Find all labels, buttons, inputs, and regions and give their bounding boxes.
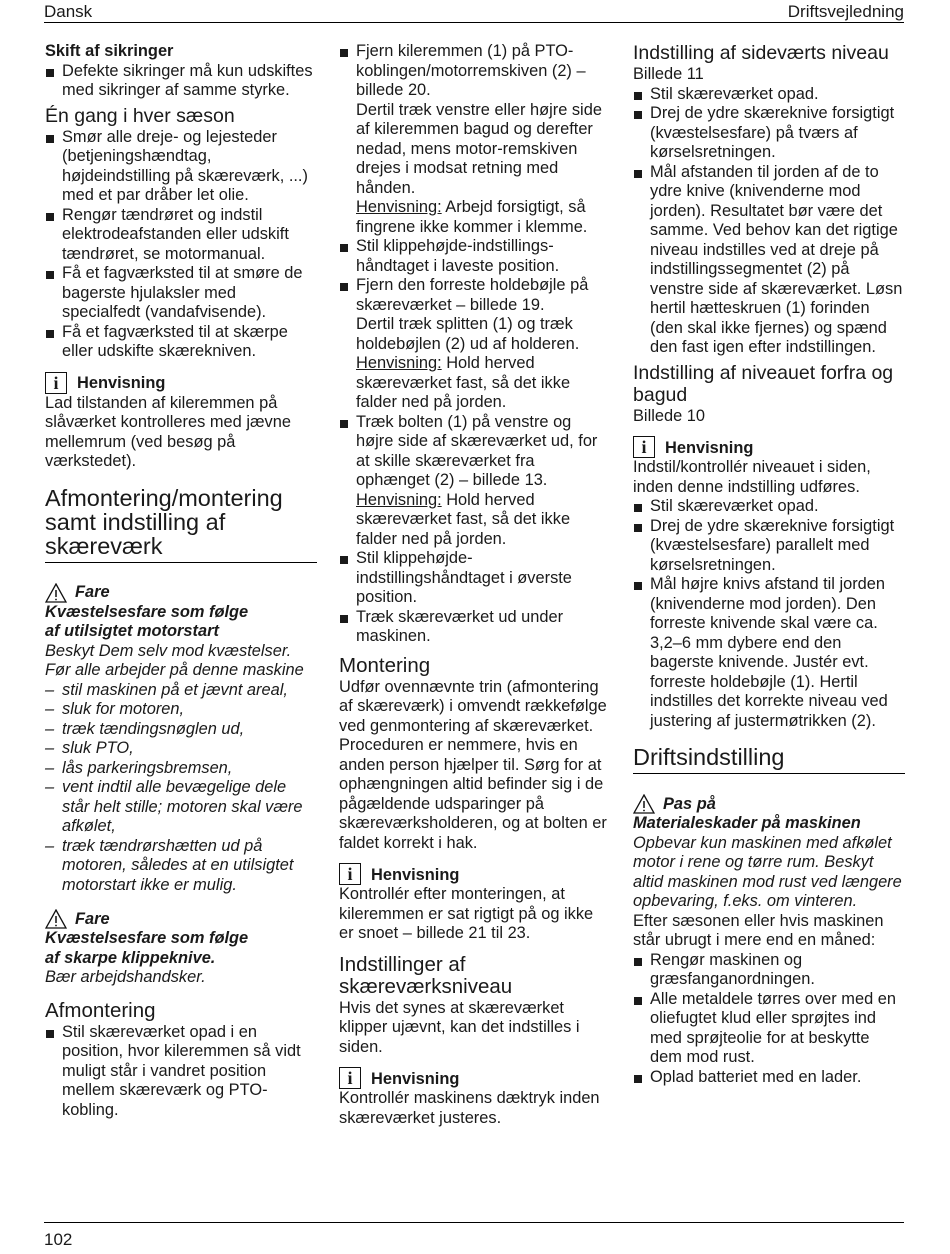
list-item: Smør alle dreje- og lejesteder (betjeningshændtag, højdeindstilling på skæreværk, ...) med et par dråber let olie. [45,128,317,206]
season-heading: Én gang i hver sæson [45,104,235,127]
header-doc-title: Driftsvejledning [787,2,904,21]
warning-label: Fare [75,583,110,601]
note-label: Henvisning [371,865,460,884]
caution-title: Materialeskader på maskinen [633,814,861,832]
footer-rule [44,1222,904,1223]
dismount-heading: Afmontering [45,998,156,1022]
bullet-icon [340,556,348,564]
list-item: – træk tændrørshætten ud på motoren, således at en utilsigtet motorstart ikke er mulig. [45,836,294,894]
list-item: Fjern kileremmen (1) på PTO-koblingen/motorremskiven (2) – billede 20. Dertil træk venstre eller højre side af kileremmen bagud og derefter nedad, mens motor-remskiven drejes i modsat retning med hånden. Henvisning: Arbejd forsigtigt, så fingrene ikke kommer i klemme. [339,42,611,237]
header-language: Dansk [44,2,93,21]
front-level-heading: Indstilling af niveauet forfra og bagud [633,361,894,406]
list-item: – stil maskinen på et jævnt areal, [45,680,288,699]
info-icon: i [633,436,655,458]
column-1 [45,42,317,1120]
mount-heading: Montering [339,653,431,677]
fuses-list [45,62,317,101]
section-heading: Afmontering/montering samt indstilling af skæreværk [45,486,317,563]
note-box [339,863,611,944]
warning-list [45,681,317,896]
warning-triangle-icon [45,583,67,603]
column-2 [339,42,611,1128]
bullet-icon [634,170,642,178]
warning-title: af utilsigtet motorstart [45,622,219,640]
warning-title: Kvæstelsesfare som følge [45,602,249,621]
list-item: Få et fagværksted til at smøre de bagerste hjulaksler med specialfedt (vandafvisende). [45,264,317,323]
mount-text: Udfør ovennævnte trin (afmontering af skæreværk) i omvendt rækkefølge ved genmontering af skæreværket. Proceduren er nemmere, hvis en anden person hjælper til. Sørg for at ophængningen altid befinder sig i de pågældende udsparinger på skæreværksholderen, og at bolten er faldet korrekt i hak. [339,677,607,852]
figure-reference: Billede 11 [633,65,704,83]
bullet-icon [634,504,642,512]
note-inline-label: Henvisning: [356,490,442,509]
bullet-icon [46,213,54,221]
bullet-icon [340,420,348,428]
list-item: Oplad batteriet med en lader. [633,1068,905,1088]
warning-label: Fare [75,909,110,928]
warning-box [45,583,317,896]
season-list [45,128,317,362]
bullet-icon [634,582,642,590]
operation-list [633,951,905,1088]
warning-triangle-icon [633,794,655,814]
list-item: Stil klippehøjde-indstillings-håndtaget i laveste position. [339,237,611,276]
operation-text: Efter sæsonen eller hvis maskinen står ubrugt i mere end en måned: [633,911,884,949]
warning-box [45,909,317,988]
bullet-icon [340,283,348,291]
settings-heading: Indstillinger af skæreværksniveau [339,952,513,998]
list-item: Rengør tændrøret og indstil elektrodeafstanden eller udskift tændrøret, se motormanual. [45,206,317,265]
warning-text: Bær arbejdshandsker. [45,968,206,986]
figure-reference: Billede 10 [633,406,705,425]
note-box [45,372,317,472]
bullet-icon [340,244,348,252]
list-item: – lås parkeringsbremsen, [45,758,233,777]
info-icon: i [339,863,361,885]
list-item: Stil skæreværket opad i en position, hvor kileremmen så vidt muligt står i vandret position mellem skæreværk og PTO-kobling. [45,1023,317,1121]
info-icon: i [45,372,67,394]
note-text: Lad tilstanden af kileremmen på slåværket kontrolleres med jævne mellemrum (ved besøg på værkstedet). [45,393,291,470]
list-item: Drej de ydre skæreknive forsigtigt (kvæstelsesfare) på tværs af kørselsretningen. [633,104,905,163]
bullet-icon [340,615,348,623]
warning-triangle-icon [45,909,67,929]
list-item: Træk bolten (1) på venstre og højre side af skæreværket ud, for at skille skæreværket fra ophænget (2) – billede 13. Henvisning: Hold herved skæreværket fast, så det ikke falder ned på jorden. [339,413,611,550]
list-item: Få et fagværksted til at skærpe eller udskifte skærekniven. [45,323,317,362]
settings-text: Hvis det synes at skæreværket klipper ujævnt, kan det indstilles i siden. [339,998,580,1056]
note-label: Henvisning [371,1069,460,1088]
list-item: Mål afstanden til jorden af de to ydre knive (knivenderne mod jorden). Resultatet bør være det samme. Ved behov kan det rigtige niveau indstilles ved at dreje på indstillingssegmentet (2) på venstre side af skæreværket. Løsn hertil hætteskruen (1) forinden (den skal ikke fjernes) og spænd den fast igen efter indstillingen. [633,163,905,358]
caution-box [633,794,905,912]
bullet-icon [634,958,642,966]
bullet-icon [634,524,642,532]
list-item: Stil klippehøjde-indstillingshåndtaget i øverste position. [339,549,611,608]
bullet-icon [634,1075,642,1083]
note-inline-label: Henvisning: [356,198,442,216]
note-box [633,436,905,497]
note-label: Henvisning [77,374,166,392]
front-level-list [633,497,905,731]
note-box [339,1067,611,1128]
note-inline-label: Henvisning: [356,354,442,372]
note-text: Kontrollér efter monteringen, at kileremmen er sat rigtigt på og ikke er snoet – billede 21 til 23. [339,885,594,942]
dismount-steps-list [339,42,611,647]
bullet-icon [46,69,54,77]
bullet-icon [634,997,642,1005]
page-number: 102 [44,1230,73,1249]
list-item: Fjern den forreste holdebøjle på skæreværket – billede 19. Dertil træk splitten (1) og træk holdebøjlen (2) ud af holderen. Henvisning: Hold herved skæreværket fast, så det ikke falder ned på jorden. [339,276,611,413]
warning-text: Før alle arbejder på denne maskine [45,661,304,679]
fuses-heading: Skift af sikringer [45,42,174,60]
list-item: Stil skæreværket opad. [633,85,905,105]
operation-heading: Driftsindstilling [633,745,905,774]
header-rule [44,22,904,23]
dismount-list [45,1023,317,1121]
note-text: Indstil/kontrollér niveauet i siden, inden denne indstilling udføres. [633,458,871,496]
warning-title: af skarpe klippeknive. [45,948,216,967]
list-item: Træk skæreværket ud under maskinen. [339,608,611,647]
list-item: – træk tændingsnøglen ud, [45,719,245,738]
list-item: Drej de ydre skæreknive forsigtigt (kvæstelsesfare) parallelt med kørselsretningen. [633,517,905,576]
list-item: Mål højre knivs afstand til jorden (knivenderne mod jorden). Den forreste knivende skal være ca. 3,2–6 mm dybere end den bagerste knivende. Justér evt. forreste holdebøjle (1). Hertil indstilles det korrekte niveau ved justering af justermøtrikken (2). [633,575,905,731]
info-icon: i [339,1067,361,1089]
bullet-icon [340,49,348,57]
list-item: – sluk for motoren, [45,700,185,718]
bullet-icon [46,135,54,143]
list-item: – sluk PTO, [45,739,134,757]
warning-title: Kvæstelsesfare som følge [45,929,249,947]
note-text: Kontrollér maskinens dæktryk inden skæreværket justeres. [339,1089,600,1127]
list-item: Alle metaldele tørres over med en oliefugtet klud eller sprøjtes ind med sprøjteolie for at beskytte dem mod rust. [633,990,905,1068]
caution-text: Opbevar kun maskinen med afkølet motor i rene og tørre rum. Beskyt altid maskinen mod rust ved længere opbevaring, f.eks. om vinteren. [633,833,902,910]
list-item: Stil skæreværket opad. [633,497,905,517]
bullet-icon [46,271,54,279]
side-level-heading: Indstilling af sideværts niveau [633,42,889,64]
bullet-icon [634,111,642,119]
list-item: – vent indtil alle bevægelige dele står helt stille; motoren skal være afkølet, [45,778,303,835]
bullet-icon [46,1030,54,1038]
side-level-list [633,85,905,358]
caution-label: Pas på [663,794,716,813]
bullet-icon [634,92,642,100]
list-item: Defekte sikringer må kun udskiftes med sikringer af samme styrke. [45,62,317,101]
list-item: Rengør maskinen og græsfanganordningen. [633,951,905,990]
warning-text: Beskyt Dem selv mod kvæstelser. [45,641,292,660]
note-label: Henvisning [665,438,754,457]
column-3 [633,42,905,1087]
bullet-icon [46,330,54,338]
